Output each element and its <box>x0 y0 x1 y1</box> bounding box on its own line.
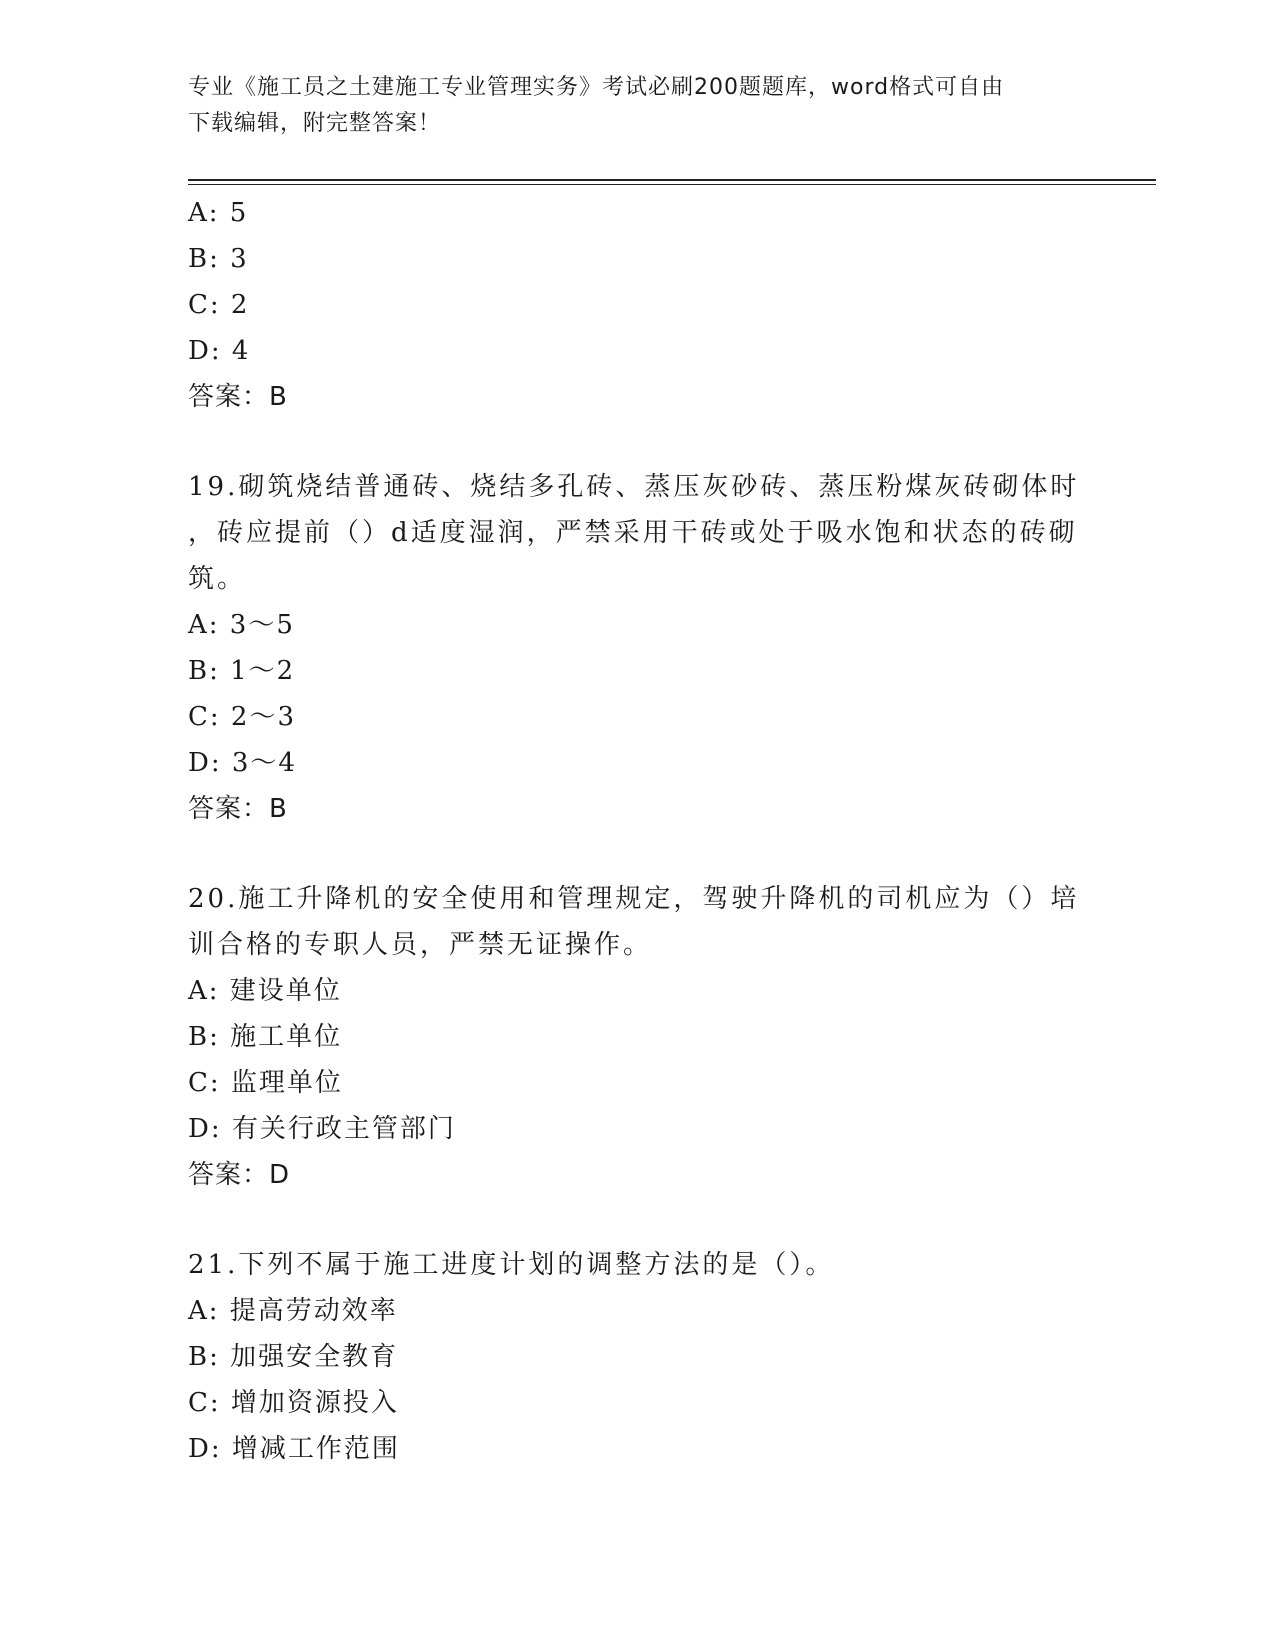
stem-line: 训合格的专职人员，严禁无证操作。 <box>188 930 653 960</box>
answer-line: 答案：B <box>188 794 288 824</box>
option-a: A: 5 <box>188 198 249 228</box>
question-stem <box>188 876 1088 968</box>
question-list <box>188 190 1088 1516</box>
option-b: B: 1～2 <box>188 656 296 686</box>
option-b: B: 施工单位 <box>188 1022 343 1052</box>
stem-line: 筑。 <box>188 564 247 594</box>
stem-line: 20.施工升降机的安全使用和管理规定，驾驶升降机的司机应为（）培 <box>188 884 1080 914</box>
answer-line: 答案：D <box>188 1160 291 1190</box>
option-d: D: 4 <box>188 336 251 366</box>
question-stem <box>188 1242 1088 1288</box>
option-a: A: 建设单位 <box>188 976 342 1006</box>
stem-line: 21.下列不属于施工进度计划的调整方法的是（）。 <box>188 1250 835 1280</box>
option-a: A: 提高劳动效率 <box>188 1296 398 1326</box>
stem-line: 19.砌筑烧结普通砖、烧结多孔砖、蒸压灰砂砖、蒸压粉煤灰砖砌体时 <box>188 472 1080 502</box>
question-20 <box>188 876 1088 1198</box>
question-19 <box>188 464 1088 832</box>
question-18 <box>188 190 1088 420</box>
header-line-1: 专业《施工员之土建施工专业管理实务》考试必刷200题题库，word格式可自由 <box>188 75 1005 100</box>
option-d: D: 有关行政主管部门 <box>188 1114 456 1144</box>
header-divider-thin <box>188 184 1156 185</box>
option-a: A: 3～5 <box>188 610 295 640</box>
option-b: B: 加强安全教育 <box>188 1342 399 1372</box>
header-divider-thick <box>188 179 1156 181</box>
question-stem <box>188 464 1088 602</box>
document-header <box>188 70 1088 142</box>
option-d: D: 增减工作范围 <box>188 1434 400 1464</box>
stem-line: ，砖应提前（）d适度湿润，严禁采用干砖或处于吸水饱和状态的砖砌 <box>188 518 1078 548</box>
answer-line: 答案：B <box>188 382 288 412</box>
option-c: C: 2 <box>188 290 250 320</box>
option-c: C: 监理单位 <box>188 1068 343 1098</box>
option-c: C: 增加资源投入 <box>188 1388 399 1418</box>
question-21 <box>188 1242 1088 1472</box>
option-b: B: 3 <box>188 244 249 274</box>
option-d: D: 3～4 <box>188 748 297 778</box>
header-line-2: 下载编辑，附完整答案！ <box>188 111 442 136</box>
option-c: C: 2～3 <box>188 702 297 732</box>
